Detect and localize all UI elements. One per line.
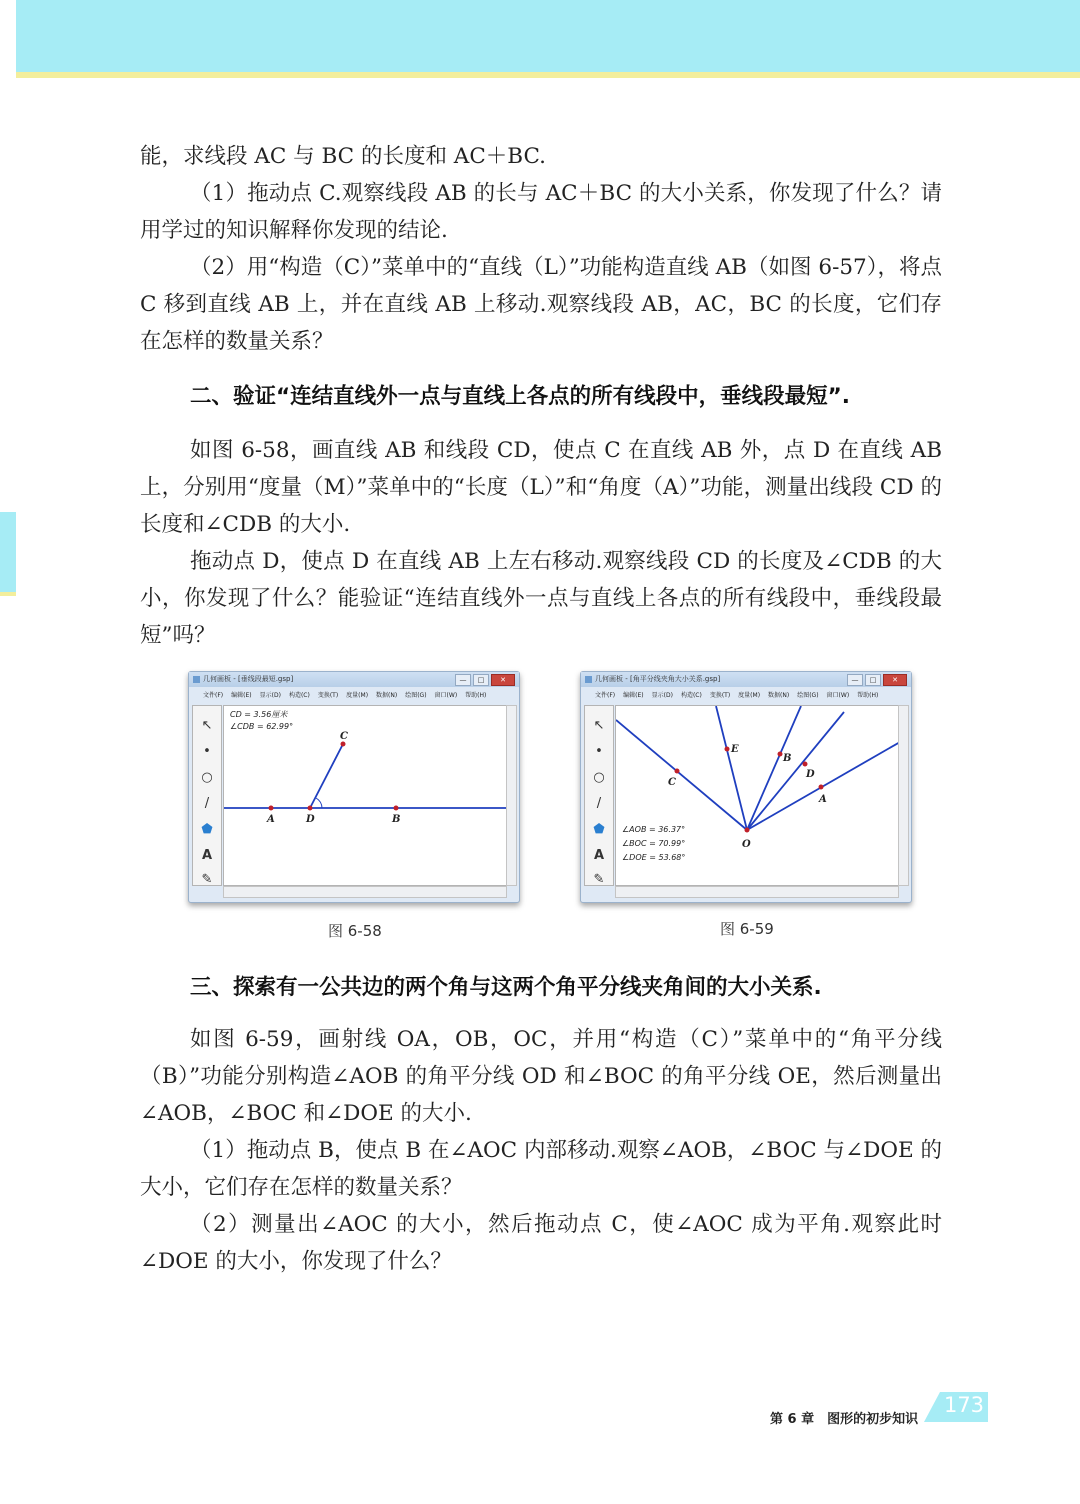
compass-tool-icon[interactable]: ○ [201,770,213,785]
menu-measure[interactable]: 度量(M) [738,692,761,699]
menu-data[interactable]: 数据(N) [376,692,398,699]
text-tool-icon[interactable]: A [201,848,213,863]
menu-edit[interactable]: 编辑(E) [623,692,644,699]
side-tab-line [0,592,16,596]
menu-window[interactable]: 窗口(W) [434,692,458,699]
paragraph-5: 拖动点 D，使点 D 在直线 AB 上左右移动.观察线段 CD 的长度及∠CDB 的大小，你发现了什么？能验证“连结直线外一点与直线上各点的所有线段中，垂线段最短”吗？ [140,549,942,648]
menu-bar [581,687,911,700]
header-band-line [16,72,1080,78]
segment-cd [310,744,343,808]
point-a[interactable] [819,785,824,790]
drawing-canvas[interactable] [615,705,899,886]
paragraph-6: 如图 6-59，画射线 OA，OB，OC，并用“构造（C）”菜单中的“角平分线（B）”功能分别构造∠AOB 的角平分线 OD 和∠BOC 的角平分线 OE，然后测量出∠AOB，∠BOC 和∠DOE 的大小. [140,1027,942,1126]
polygon-tool-icon[interactable]: ⬟ [593,822,605,837]
maximize-button[interactable]: □ [473,674,489,686]
figure-59-geometry [616,706,899,886]
figure-59-window [580,671,912,903]
point-a[interactable] [269,806,274,811]
measure-angle-doe: ∠DOE = 53.68° [622,853,686,862]
footer-chapter-title: 第 6 章 图形的初步知识 [770,1412,919,1427]
minimize-button[interactable]: — [455,674,471,686]
page-number: 173 [943,1393,985,1417]
menu-measure[interactable]: 度量(M) [346,692,369,699]
section-heading-2: 二、验证“连结直线外一点与直线上各点的所有线段中，垂线段最短”. [190,384,850,409]
select-arrow-icon[interactable]: ↖ [593,718,605,733]
footer-tab-corner [924,1392,940,1422]
menu-graph[interactable]: 绘图(G) [797,692,819,699]
measure-cd-length: CD = 3.56厘米 [230,710,288,719]
paragraph-2: （1）拖动点 C.观察线段 AB 的长与 AC＋BC 的大小关系，你发现了什么？请用学过的知识解释你发现的结论. [140,181,942,243]
paragraph-4: 如图 6-58，画直线 AB 和线段 CD，使点 C 在直线 AB 外，点 D 在直线 AB 上，分别用“度量（M）”菜单中的“长度（L）”和“角度（A）”功能，测量出线段 CD 的长度和∠CDB 的大小. [140,438,942,537]
ray-oc [616,720,747,830]
paragraph-3: （2）用“构造（C）”菜单中的“直线（L）”功能构造直线 AB（如图 6-57），将点 C 移到直线 AB 上，并在直线 AB 上移动.观察线段 AB，AC，BC 的长度，它们存在怎样的数量关系？ [140,255,942,354]
paragraph-7: （1）拖动点 B，使点 B 在∠AOC 内部移动.观察∠AOB，∠BOC 与∠DOE 的大小，它们存在怎样的数量关系？ [140,1138,942,1200]
section-heading-3: 三、探索有一公共边的两个角与这两个角平分线夹角间的大小关系. [190,975,822,1000]
ray-oe [716,706,747,830]
menu-help[interactable]: 帮助(H) [465,692,487,699]
point-d[interactable] [308,806,313,811]
title-bar [189,672,519,687]
vertical-scrollbar[interactable] [506,705,517,886]
drawing-canvas[interactable] [223,705,507,886]
maximize-button[interactable]: □ [865,674,881,686]
menu-help[interactable]: 帮助(H) [857,692,879,699]
menu-window[interactable]: 窗口(W) [826,692,850,699]
minimize-button[interactable]: — [847,674,863,686]
label-b: B [783,753,792,764]
figure-58-window [188,671,520,903]
menu-display[interactable]: 显示(D) [651,692,673,699]
horizontal-scrollbar[interactable] [615,886,899,898]
paragraph-1: 能，求线段 AC 与 BC 的长度和 AC＋BC. [140,144,546,169]
point-o[interactable] [745,828,750,833]
menu-transform[interactable]: 变换(T) [709,692,731,699]
label-o: O [742,839,751,850]
horizontal-scrollbar[interactable] [223,886,507,898]
title-bar [581,672,911,687]
menu-bar [189,687,519,700]
measure-angle-aob: ∠AOB = 36.37° [622,825,686,834]
polygon-tool-icon[interactable]: ⬟ [201,822,213,837]
app-icon [585,676,592,683]
header-band [16,0,1080,72]
ray-ob [747,706,801,830]
tool-palette [192,705,222,886]
menu-file[interactable]: 文件(F) [203,692,224,699]
menu-display[interactable]: 显示(D) [259,692,281,699]
point-tool-icon[interactable]: • [595,744,603,759]
vertical-scrollbar[interactable] [898,705,909,886]
marker-tool-icon[interactable]: ✎ [593,872,605,887]
measure-angle-boc: ∠BOC = 70.99° [622,839,686,848]
menu-transform[interactable]: 变换(T) [317,692,339,699]
label-d: D [306,814,315,825]
point-c[interactable] [675,769,680,774]
figure-58-caption: 图 6-58 [328,922,382,940]
label-b: B [392,814,401,825]
figure-59-caption: 图 6-59 [720,920,774,938]
point-c[interactable] [341,742,346,747]
marker-tool-icon[interactable]: ✎ [201,872,213,887]
app-icon [193,676,200,683]
window-title: 几何画板 - [角平分线夹角大小关系.gsp] [595,675,721,683]
menu-construct[interactable]: 构造(C) [680,692,702,699]
tool-palette [584,705,614,886]
measure-angle-cdb: ∠CDB = 62.99° [230,722,294,731]
line-tool-icon[interactable]: / [204,796,210,811]
close-button[interactable]: ✕ [883,674,907,686]
menu-data[interactable]: 数据(N) [768,692,790,699]
menu-construct[interactable]: 构造(C) [288,692,310,699]
window-title: 几何画板 - [垂线段最短.gsp] [203,675,294,683]
menu-edit[interactable]: 编辑(E) [231,692,252,699]
side-tab [0,512,16,592]
point-b[interactable] [778,752,783,757]
label-e: E [731,744,739,755]
line-tool-icon[interactable]: / [596,796,602,811]
label-c: C [340,731,348,742]
label-a: A [267,814,275,825]
figure-58-geometry [224,706,507,886]
label-d: D [806,769,815,780]
label-c: C [668,777,676,788]
point-e[interactable] [725,747,730,752]
point-b[interactable] [394,806,399,811]
point-d[interactable] [803,762,808,767]
ray-od [747,712,844,830]
select-arrow-icon[interactable]: ↖ [201,718,213,733]
angle-mark [316,798,322,808]
menu-file[interactable]: 文件(F) [595,692,616,699]
paragraph-8: （2）测量出∠AOC 的大小，然后拖动点 C，使∠AOC 成为平角.观察此时∠DOE 的大小，你发现了什么？ [140,1212,942,1274]
close-button[interactable]: ✕ [491,674,515,686]
compass-tool-icon[interactable]: ○ [593,770,605,785]
point-tool-icon[interactable]: • [203,744,211,759]
menu-graph[interactable]: 绘图(G) [405,692,427,699]
label-a: A [819,794,827,805]
text-tool-icon[interactable]: A [593,848,605,863]
